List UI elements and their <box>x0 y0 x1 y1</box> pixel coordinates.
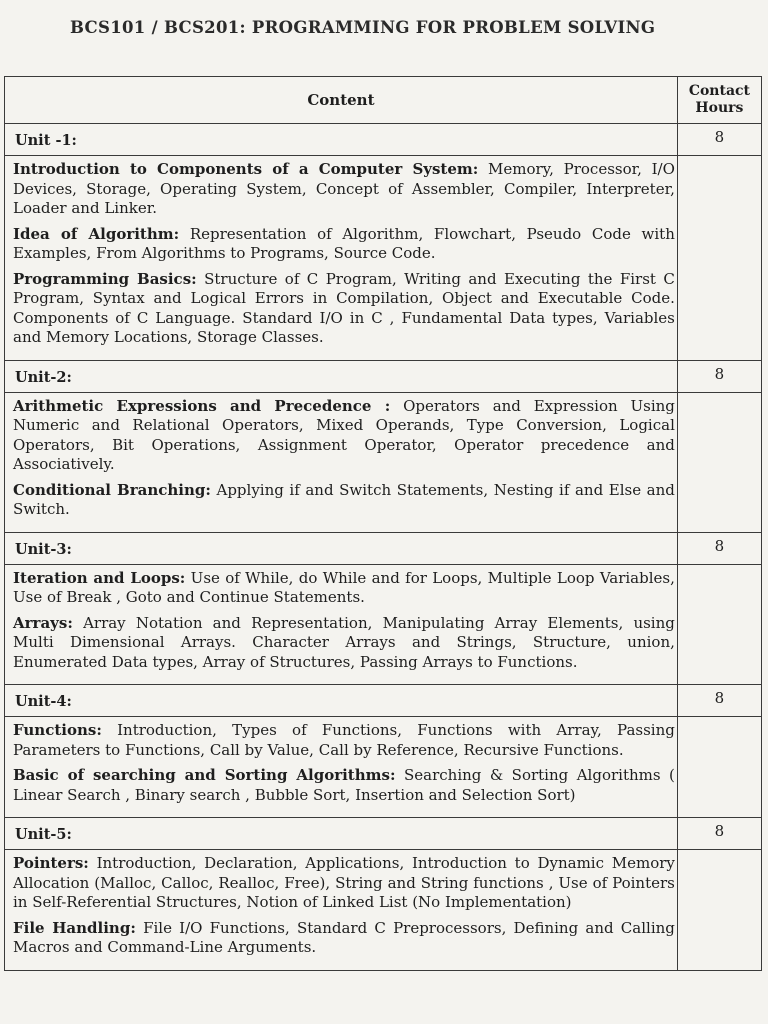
topic-paragraph <box>13 721 675 760</box>
topic-title: Pointers: <box>13 854 89 872</box>
topic-paragraph <box>13 614 675 673</box>
unit-label: Unit-4: <box>5 685 678 717</box>
units-body <box>5 124 762 971</box>
topic-paragraph <box>13 766 675 805</box>
unit-hours: 8 <box>677 360 761 392</box>
topic-paragraph <box>13 160 675 219</box>
topic-title: Iteration and Loops: <box>13 568 186 587</box>
page-title: BCS101 / BCS201: PROGRAMMING FOR PROBLEM SOLVING <box>70 18 656 37</box>
topic-text: Introduction, Declaration, Applications, Introduction to Dynamic Memory Allocation (Malloc, Calloc, Realloc, Free), String and String functions , Use of Pointers in Self-Referential Structures, Notion of Linked List (No Implementation) <box>13 854 675 911</box>
syllabus-table <box>4 76 762 971</box>
contact-header-line1: Contact <box>688 83 751 99</box>
unit-content <box>5 392 678 532</box>
topic-title: Introduction to Components of a Computer System: <box>13 160 479 178</box>
hours-empty-cell <box>677 717 761 818</box>
topic-text: File I/O Functions, Standard C Preprocessors, Defining and Calling Macros and Command-Line Arguments. <box>13 918 675 956</box>
topic-text: Use of While, do While and for Loops, Multiple Loop Variables, Use of Break , Goto and Continue Statements. <box>13 568 675 606</box>
topic-paragraph <box>13 569 675 608</box>
hours-empty-cell <box>677 850 761 971</box>
unit-content-row <box>5 156 762 361</box>
unit-row <box>5 360 762 392</box>
unit-hours: 8 <box>677 818 761 850</box>
topic-text: Introduction, Types of Functions, Functions with Array, Passing Parameters to Functions, Call by Value, Call by Reference, Recursive Functions. <box>13 721 675 759</box>
topic-title: Programming Basics: <box>13 269 197 288</box>
topic-title: File Handling: <box>13 918 136 937</box>
topic-paragraph <box>13 481 675 520</box>
topic-text: Memory, Processor, I/O Devices, Storage, Operating System, Concept of Assembler, Compiler, Interpreter, Loader and Linker. <box>13 160 675 217</box>
unit-content-row <box>5 392 762 532</box>
unit-content <box>5 156 678 361</box>
unit-hours: 8 <box>677 685 761 717</box>
unit-content-row <box>5 850 762 971</box>
topic-text: Structure of C Program, Writing and Executing the First C Program, Syntax and Logical Errors in Compilation, Object and Executable Code. Components of C Language. Standard I/O in C , Fundamental Data types, Variables and Memory Locations, Storage Classes. <box>13 269 675 346</box>
unit-label: Unit-5: <box>5 818 678 850</box>
topic-paragraph <box>13 919 675 958</box>
unit-content <box>5 850 678 971</box>
contact-hours-header <box>677 77 761 124</box>
topic-text: Applying if and Switch Statements, Nesting if and Else and Switch. <box>13 480 675 518</box>
unit-content <box>5 564 678 685</box>
unit-content-row <box>5 564 762 685</box>
unit-label: Unit-2: <box>5 360 678 392</box>
topic-title: Idea of Algorithm: <box>13 224 180 243</box>
topic-paragraph <box>13 270 675 348</box>
content-header: Content <box>5 77 678 124</box>
hours-empty-cell <box>677 156 761 361</box>
unit-label: Unit -1: <box>5 124 678 156</box>
unit-hours: 8 <box>677 532 761 564</box>
topic-text: Array Notation and Representation, Manipulating Array Elements, using Multi Dimensional Arrays. Character Arrays and Strings, Structure, union, Enumerated Data types, Array of Structures, Passing Arrays to Functions. <box>13 613 675 671</box>
unit-row <box>5 532 762 564</box>
unit-content-row <box>5 717 762 818</box>
contact-header-line2: Hours <box>695 100 744 116</box>
hours-empty-cell <box>677 564 761 685</box>
topic-paragraph <box>13 225 675 264</box>
topic-title: Basic of searching and Sorting Algorithms: <box>13 766 396 784</box>
unit-label: Unit-3: <box>5 532 678 564</box>
unit-row <box>5 685 762 717</box>
unit-content <box>5 717 678 818</box>
unit-row <box>5 818 762 850</box>
topic-title: Arithmetic Expressions and Precedence : <box>13 396 391 415</box>
topic-title: Conditional Branching: <box>13 480 211 499</box>
topic-text: Representation of Algorithm, Flowchart, Pseudo Code with Examples, From Algorithms to Programs, Source Code. <box>13 224 675 262</box>
topic-text: Searching & Sorting Algorithms ( Linear Search , Binary search , Bubble Sort, Insertion and Selection Sort) <box>13 766 675 804</box>
unit-row <box>5 124 762 156</box>
topic-title: Arrays: <box>13 613 73 632</box>
topic-paragraph <box>13 854 675 913</box>
unit-hours: 8 <box>677 124 761 156</box>
topic-title: Functions: <box>13 721 102 739</box>
header-row <box>5 77 762 124</box>
topic-text: Operators and Expression Using Numeric and Relational Operators, Mixed Operands, Type Conversion, Logical Operators, Bit Operations, Assignment Operator, Operator precedence and Associatively. <box>13 396 675 473</box>
topic-paragraph <box>13 397 675 475</box>
hours-empty-cell <box>677 392 761 532</box>
